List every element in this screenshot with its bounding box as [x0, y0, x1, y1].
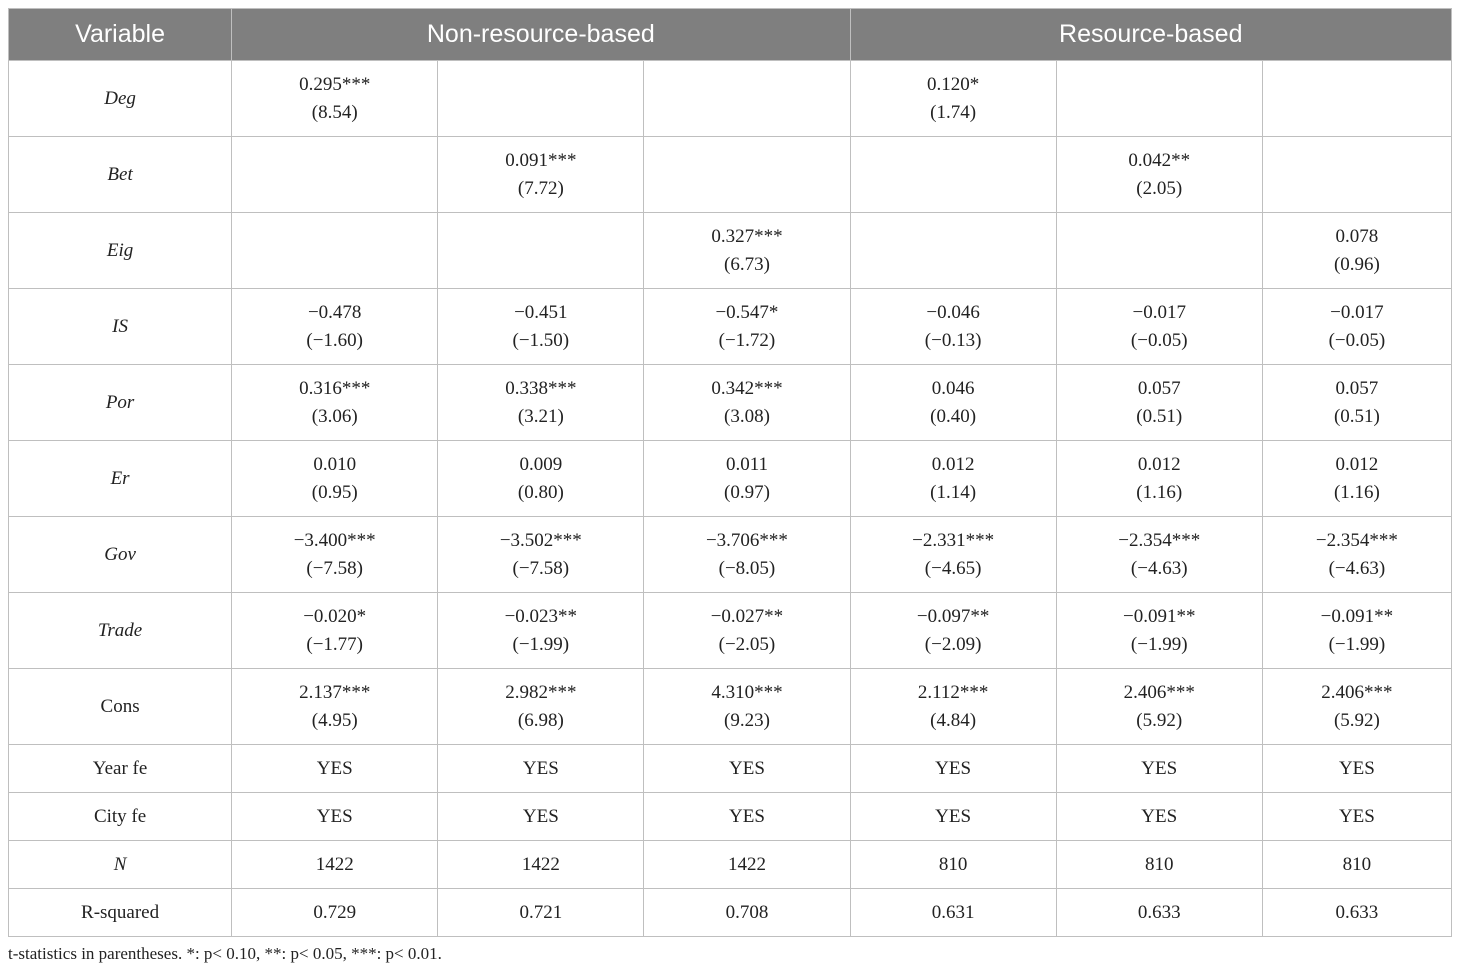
- coefficient-value: −0.478: [307, 301, 362, 323]
- coefficient-value: 0.342***: [711, 377, 783, 399]
- coefficient-value: 0.046: [931, 377, 975, 399]
- t-statistic-value: (−1.99): [1130, 633, 1188, 655]
- coefficient-value: 0.012: [931, 453, 975, 475]
- summary-cell: YES: [644, 745, 850, 793]
- summary-cell: 1422: [644, 841, 850, 889]
- t-statistic-value: (3.21): [517, 405, 564, 427]
- t-statistic-value: (5.92): [1333, 709, 1380, 731]
- t-statistic-value: (0.40): [930, 405, 977, 427]
- summary-row: [9, 793, 1452, 841]
- t-statistic-value: (8.54): [311, 101, 358, 123]
- coefficient-value: 0.078: [1335, 225, 1379, 247]
- coef-cell: [438, 289, 644, 365]
- coefficient-value: −0.451: [514, 301, 568, 323]
- summary-cell: YES: [850, 745, 1056, 793]
- summary-cell: YES: [438, 793, 644, 841]
- summary-cell: 810: [850, 841, 1056, 889]
- table-header: [9, 9, 1452, 61]
- coefficient-value: −2.354***: [1118, 529, 1201, 551]
- t-statistic-value: (9.23): [724, 709, 770, 731]
- coef-cell: [438, 441, 644, 517]
- coef-cell: [644, 365, 850, 441]
- t-statistic-value: (−4.63): [1328, 557, 1386, 579]
- t-statistic-value: (6.73): [724, 253, 770, 275]
- row-label: N: [9, 841, 232, 889]
- t-statistic-value: (0.51): [1136, 405, 1183, 427]
- coef-cell: [850, 669, 1056, 745]
- summary-cell: 0.633: [1056, 889, 1262, 937]
- coef-cell: [644, 289, 850, 365]
- coefficient-value: 0.338***: [505, 377, 577, 399]
- coef-cell: [644, 137, 850, 213]
- coef-cell: [1262, 365, 1451, 441]
- coef-cell: [1056, 669, 1262, 745]
- coef-cell: [1262, 61, 1451, 137]
- coef-cell: [1056, 213, 1262, 289]
- summary-cell: 810: [1262, 841, 1451, 889]
- t-statistic-value: (0.97): [724, 481, 770, 503]
- row-label: Deg: [9, 61, 232, 137]
- t-statistic-value: (1.14): [930, 481, 977, 503]
- coefficient-value: −3.706***: [705, 529, 788, 551]
- coef-cell: [1056, 289, 1262, 365]
- t-statistic-value: (−4.65): [924, 557, 982, 579]
- coefficient-value: −0.017: [1132, 301, 1186, 323]
- summary-cell: YES: [644, 793, 850, 841]
- header-variable: Variable: [9, 9, 232, 61]
- header-non-resource-based: Non-resource-based: [232, 9, 850, 61]
- coefficient-value: −0.023**: [504, 605, 578, 627]
- row-label: Trade: [9, 593, 232, 669]
- coefficient-value: 0.010: [313, 453, 357, 475]
- row-label: Gov: [9, 517, 232, 593]
- coefficient-value: −3.502***: [499, 529, 582, 551]
- summary-cell: 0.729: [232, 889, 438, 937]
- coef-cell: [644, 593, 850, 669]
- coef-cell: [644, 669, 850, 745]
- coef-cell: [232, 61, 438, 137]
- row-label: IS: [9, 289, 232, 365]
- t-statistic-value: (6.98): [517, 709, 564, 731]
- coef-cell: [850, 593, 1056, 669]
- summary-cell: 0.631: [850, 889, 1056, 937]
- coef-cell: [438, 593, 644, 669]
- coefficient-value: −0.046: [926, 301, 980, 323]
- row-label: Eig: [9, 213, 232, 289]
- t-statistic-value: (−0.13): [924, 329, 982, 351]
- coefficient-value: −0.017: [1330, 301, 1384, 323]
- t-statistic-value: (7.72): [517, 177, 564, 199]
- coefficient-value: 0.009: [519, 453, 563, 475]
- row-label: Por: [9, 365, 232, 441]
- coef-cell: [1056, 517, 1262, 593]
- header-resource-based: Resource-based: [850, 9, 1451, 61]
- t-statistic-value: (−0.05): [1130, 329, 1188, 351]
- t-statistic-value: (0.80): [517, 481, 564, 503]
- t-statistic-value: (−2.05): [718, 633, 776, 655]
- table-row: [9, 669, 1452, 745]
- summary-cell: YES: [438, 745, 644, 793]
- coefficient-value: −0.091**: [1122, 605, 1196, 627]
- coefficient-value: −0.097**: [916, 605, 990, 627]
- coefficient-value: 0.316***: [299, 377, 371, 399]
- coef-cell: [644, 441, 850, 517]
- coef-cell: [1056, 137, 1262, 213]
- t-statistic-value: (−1.99): [1328, 633, 1386, 655]
- summary-cell: YES: [232, 793, 438, 841]
- coefficient-value: −0.091**: [1320, 605, 1394, 627]
- coefficient-value: 0.011: [725, 453, 768, 475]
- coef-cell: [644, 517, 850, 593]
- coefficient-value: 0.057: [1335, 377, 1379, 399]
- coef-cell: [850, 365, 1056, 441]
- coef-cell: [232, 593, 438, 669]
- t-statistic-value: (2.05): [1136, 177, 1183, 199]
- coefficient-value: 0.057: [1137, 377, 1181, 399]
- table-footnote: t-statistics in parentheses. *: p< 0.10, **: p< 0.05, ***: p< 0.01.: [8, 944, 442, 963]
- coef-cell: [232, 669, 438, 745]
- coef-cell: [850, 213, 1056, 289]
- coef-cell: [1262, 137, 1451, 213]
- t-statistic-value: (−1.77): [306, 633, 364, 655]
- summary-row: [9, 841, 1452, 889]
- coefficient-value: 2.112***: [917, 681, 989, 703]
- table-row: [9, 61, 1452, 137]
- t-statistic-value: (−1.50): [512, 329, 570, 351]
- t-statistic-value: (−7.58): [306, 557, 364, 579]
- table-row: [9, 365, 1452, 441]
- coef-cell: [1262, 441, 1451, 517]
- t-statistic-value: (−0.05): [1328, 329, 1386, 351]
- table-body: [9, 61, 1452, 937]
- coef-cell: [232, 213, 438, 289]
- t-statistic-value: (0.51): [1333, 405, 1380, 427]
- coef-cell: [644, 213, 850, 289]
- coef-cell: [850, 517, 1056, 593]
- regression-table-container: [8, 8, 1452, 937]
- coefficient-value: 0.295***: [299, 73, 371, 95]
- coef-cell: [1056, 593, 1262, 669]
- summary-cell: YES: [1056, 793, 1262, 841]
- coef-cell: [438, 137, 644, 213]
- coefficient-value: 4.310***: [711, 681, 783, 703]
- coef-cell: [232, 137, 438, 213]
- coefficient-value: −0.020*: [303, 605, 367, 627]
- summary-cell: 810: [1056, 841, 1262, 889]
- coefficient-value: 2.137***: [299, 681, 371, 703]
- regression-table: [8, 8, 1452, 937]
- t-statistic-value: (0.96): [1333, 253, 1380, 275]
- t-statistic-value: (1.16): [1136, 481, 1183, 503]
- coefficient-value: 0.012: [1137, 453, 1181, 475]
- coefficient-value: −0.027**: [710, 605, 784, 627]
- coef-cell: [850, 289, 1056, 365]
- t-statistic-value: (−1.72): [718, 329, 776, 351]
- summary-cell: YES: [1262, 793, 1451, 841]
- t-statistic-value: (−7.58): [512, 557, 570, 579]
- t-statistic-value: (5.92): [1136, 709, 1183, 731]
- coef-cell: [644, 61, 850, 137]
- coefficient-value: 0.091***: [505, 149, 577, 171]
- coef-cell: [850, 61, 1056, 137]
- t-statistic-value: (3.08): [724, 405, 770, 427]
- summary-cell: 0.721: [438, 889, 644, 937]
- row-label: R-squared: [9, 889, 232, 937]
- coef-cell: [232, 365, 438, 441]
- coefficient-value: 2.982***: [505, 681, 577, 703]
- coefficient-value: 0.120*: [926, 73, 980, 95]
- coef-cell: [438, 517, 644, 593]
- t-statistic-value: (−2.09): [924, 633, 982, 655]
- coef-cell: [1056, 61, 1262, 137]
- coef-cell: [1262, 213, 1451, 289]
- coefficient-value: 0.327***: [711, 225, 783, 247]
- coefficient-value: 2.406***: [1321, 681, 1393, 703]
- t-statistic-value: (1.16): [1333, 481, 1380, 503]
- coef-cell: [1056, 365, 1262, 441]
- t-statistic-value: (−4.63): [1130, 557, 1188, 579]
- table-row: [9, 517, 1452, 593]
- summary-cell: YES: [232, 745, 438, 793]
- summary-cell: YES: [1056, 745, 1262, 793]
- row-label: Year fe: [9, 745, 232, 793]
- row-label: City fe: [9, 793, 232, 841]
- summary-cell: 0.633: [1262, 889, 1451, 937]
- coef-cell: [1262, 669, 1451, 745]
- row-label: Bet: [9, 137, 232, 213]
- coefficient-value: −2.331***: [912, 529, 995, 551]
- coef-cell: [232, 289, 438, 365]
- coef-cell: [1262, 289, 1451, 365]
- summary-row: [9, 745, 1452, 793]
- coef-cell: [232, 517, 438, 593]
- summary-cell: YES: [850, 793, 1056, 841]
- t-statistic-value: (−1.99): [512, 633, 570, 655]
- summary-cell: 1422: [438, 841, 644, 889]
- table-row: [9, 593, 1452, 669]
- coef-cell: [438, 61, 644, 137]
- t-statistic-value: (3.06): [311, 405, 358, 427]
- t-statistic-value: (1.74): [930, 101, 977, 123]
- table-row: [9, 213, 1452, 289]
- summary-cell: 1422: [232, 841, 438, 889]
- coefficient-value: −0.547*: [715, 301, 779, 323]
- coefficient-value: −2.354***: [1315, 529, 1398, 551]
- coefficient-value: 0.012: [1335, 453, 1379, 475]
- table-row: [9, 441, 1452, 517]
- coefficient-value: 0.042**: [1128, 149, 1191, 171]
- table-row: [9, 137, 1452, 213]
- summary-cell: YES: [1262, 745, 1451, 793]
- row-label: Er: [9, 441, 232, 517]
- t-statistic-value: (−8.05): [718, 557, 776, 579]
- coef-cell: [1262, 593, 1451, 669]
- coef-cell: [850, 441, 1056, 517]
- t-statistic-value: (4.84): [930, 709, 977, 731]
- coef-cell: [438, 365, 644, 441]
- coefficient-value: 2.406***: [1123, 681, 1195, 703]
- coefficient-value: −3.400***: [293, 529, 376, 551]
- coef-cell: [232, 441, 438, 517]
- t-statistic-value: (−1.60): [306, 329, 364, 351]
- summary-cell: 0.708: [644, 889, 850, 937]
- t-statistic-value: (0.95): [311, 481, 358, 503]
- row-label: Cons: [9, 669, 232, 745]
- coef-cell: [438, 669, 644, 745]
- coef-cell: [1056, 441, 1262, 517]
- coef-cell: [1262, 517, 1451, 593]
- coef-cell: [850, 137, 1056, 213]
- t-statistic-value: (4.95): [311, 709, 358, 731]
- table-row: [9, 289, 1452, 365]
- summary-row: [9, 889, 1452, 937]
- coef-cell: [438, 213, 644, 289]
